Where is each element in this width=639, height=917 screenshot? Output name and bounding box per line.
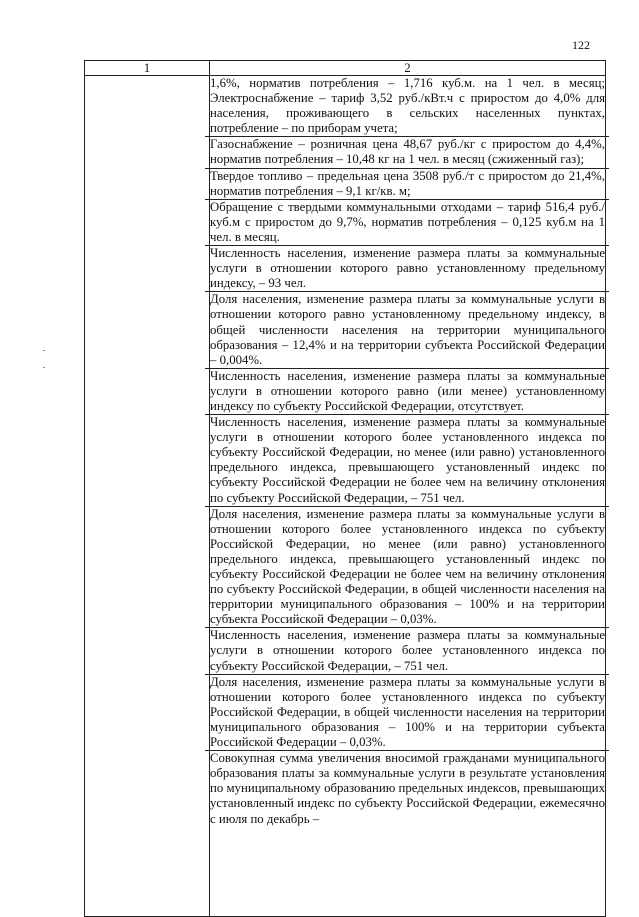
document-table bbox=[84, 60, 606, 917]
scan-mark bbox=[43, 367, 45, 368]
table-row bbox=[85, 76, 606, 917]
paragraph-population-above-index: Численность населения, изменение размера платы за коммунальные услуги в отношении которого более установленного индекса по субъекту Российской Федерации, но менее (или равно) установленного предельного индекса, превышающего установленный индекс по субъекту Российской Федерации не более чем на величину отклонения по субъекту Российской Федерации, – 751 чел. bbox=[205, 415, 609, 507]
paragraph-population-above-regional: Численность населения, изменение размера платы за коммунальные услуги в отношении которого более установленного индекса по субъекту Российской Федерации, – 751 чел. bbox=[205, 628, 609, 674]
paragraph-share-above-index: Доля населения, изменение размера платы за коммунальные услуги в отношении которого более установленного индекса по субъекту Российской Федерации, но менее (или равно) установленного предельного индекса, превышающего установленный индекс по субъекту Российской Федерации не более чем на величину отклонения по субъекту Российской Федерации, в общей численности населения на территории муниципального образования – 100% и на территории субъекта Российской Федерации – 0,03%. bbox=[205, 507, 609, 629]
paragraph-water-electricity: 1,6%, норматив потребления – 1,716 куб.м. на 1 чел. в месяц; Электроснабжение – тариф 3,52 руб./кВт.ч с приростом до 4,0% для населения, проживающего в сельских населенных пунктах, потребление – по приборам учета; bbox=[205, 76, 609, 137]
table-header-row bbox=[85, 61, 606, 76]
paragraph-waste: Обращение с твердыми коммунальными отходами – тариф 516,4 руб./куб.м с приростом до 9,7%, норматив потребления – 0,125 куб.м на 1 чел. в месяц. bbox=[205, 200, 609, 246]
paragraph-population-equal-limit: Численность населения, изменение размера платы за коммунальные услуги в отношении которого равно установленному предельному индексу, – 93 чел. bbox=[205, 246, 609, 292]
column-header-1: 1 bbox=[85, 61, 210, 76]
paragraph-population-below-index: Численность населения, изменение размера платы за коммунальные услуги в отношении которого равно (или менее) установленному индексу по субъекту Российской Федерации, отсутствует. bbox=[205, 369, 609, 415]
scan-mark bbox=[43, 350, 45, 351]
paragraph-gas: Газоснабжение – розничная цена 48,67 руб./кг с приростом до 4,4%, норматив потребления – 10,48 кг на 1 чел. в месяц (сжиженный газ); bbox=[205, 137, 609, 168]
paragraph-total-increase: Совокупная сумма увеличения вносимой гражданами муниципального образования платы за коммунальные услуги в результате установления по муниципальному образованию предельных индексов, превышающих установленный индекс по субъекту Российской Федерации, ежемесячно с июля по декабрь – bbox=[210, 751, 605, 826]
paragraph-share-above-regional: Доля населения, изменение размера платы за коммунальные услуги в отношении которого более установленного индекса по субъекту Российской Федерации, в общей численности населения на территории муниципального образования – 100% и на территории субъекта Российской Федерации – 0,03%. bbox=[205, 675, 609, 751]
page-number: 122 bbox=[572, 38, 590, 52]
paragraph-share-equal-limit: Доля населения, изменение размера платы за коммунальные услуги в отношении которого равно установленному предельному индексу, в общей численности населения на территории муниципального образования – 12,4% и на территории субъекта Российской Федерации – 0,004%. bbox=[205, 292, 609, 368]
paragraph-solid-fuel: Твердое топливо – предельная цена 3508 руб./т с приростом до 21,4%, норматив потребления – 9,1 кг/кв. м; bbox=[205, 169, 609, 200]
empty-left-cell bbox=[85, 76, 210, 917]
content-cell bbox=[210, 76, 606, 917]
column-header-2: 2 bbox=[210, 61, 606, 76]
